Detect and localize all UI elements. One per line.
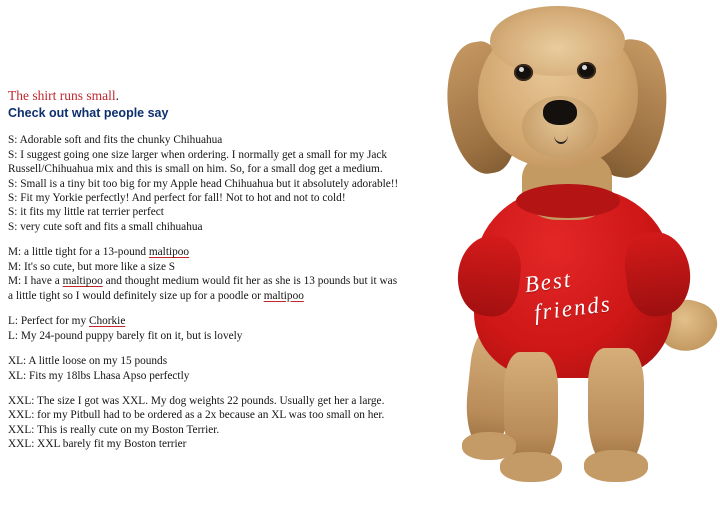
reviews-group-medium <box>8 245 448 303</box>
spellcheck-word: maltipoo <box>263 289 304 302</box>
product-photo <box>430 0 720 510</box>
review-line: XXL: The size I got was XXL. My dog weights 22 pounds. Usually get her a large. <box>8 394 385 407</box>
dog-eye-highlight-left <box>519 67 524 72</box>
dog-topknot-fur <box>490 6 625 76</box>
review-line: XXL: XXL barely fit my Boston terrier <box>8 438 187 451</box>
review-line: XXL: This is really cute on my Boston Terrier. <box>8 423 220 436</box>
dog-eye-highlight-right <box>582 65 587 70</box>
review-line: M: It's so cute, but more like a size S <box>8 260 176 273</box>
dog-illustration <box>430 0 720 510</box>
spellcheck-word: Chorkie <box>88 315 126 328</box>
review-line: L: Perfect for my Chorkie <box>8 315 126 328</box>
headline-text: The shirt runs small <box>8 88 116 103</box>
review-text-column <box>8 88 448 463</box>
headline-period: . <box>115 88 119 103</box>
reviews-group-small <box>8 133 448 234</box>
review-line: Russell/Chihuahua mix and this is small on him. So, for a small dog get a medium. <box>8 163 383 176</box>
subheadline: Check out what people say <box>8 106 169 121</box>
review-line: a little tight so I would definitely size up for a poodle or maltipoo <box>8 289 304 302</box>
review-line: S: Small is a tiny bit too big for my Apple head Chihuahua but it absolutely adorable!! <box>8 177 399 190</box>
review-line: XL: A little loose on my 15 pounds <box>8 355 168 368</box>
reviews-group-large <box>8 314 448 343</box>
shirt-slogan-line2: friends <box>532 290 613 325</box>
review-line: S: Adorable soft and fits the chunky Chihuahua <box>8 134 223 147</box>
review-line: S: very cute soft and fits a small chihuahua <box>8 220 203 233</box>
spellcheck-word: maltipoo <box>148 246 190 259</box>
dog-eye-left <box>514 64 533 81</box>
review-line: L: My 24-pound puppy barely fit on it, but is lovely <box>8 329 243 342</box>
reviews-group-xxl <box>8 394 448 452</box>
dog-eye-right <box>577 62 596 79</box>
dog-nose <box>543 100 577 125</box>
reviews-group-xl <box>8 354 448 383</box>
dog-paw-front-right <box>584 450 648 482</box>
review-line: XXL: for my Pitbull had to be ordered as a 2x because an XL was too small on her. <box>8 409 385 422</box>
spellcheck-word: maltipoo <box>62 275 103 288</box>
review-line: S: Fit my Yorkie perfectly! And perfect for fall! Not to hot and not to cold! <box>8 192 346 204</box>
review-line: S: I suggest going one size larger when ordering. I normally get a small for my Jack <box>8 148 388 161</box>
headline <box>8 88 448 104</box>
review-line: M: I have a maltipoo and thought medium would fit her as she is 13 pounds but it was <box>8 275 398 288</box>
dog-mouth <box>554 126 568 144</box>
dog-shirt-collar <box>516 184 620 218</box>
review-line: XL: Fits my 18lbs Lhasa Apso perfectly <box>8 369 190 382</box>
review-line: M: a little tight for a 13-pound maltipoo <box>8 246 190 259</box>
review-line: S: it fits my little rat terrier perfect <box>8 206 164 219</box>
dog-paw-front-left <box>500 452 562 482</box>
shirt-slogan-line1: Best <box>523 266 574 298</box>
